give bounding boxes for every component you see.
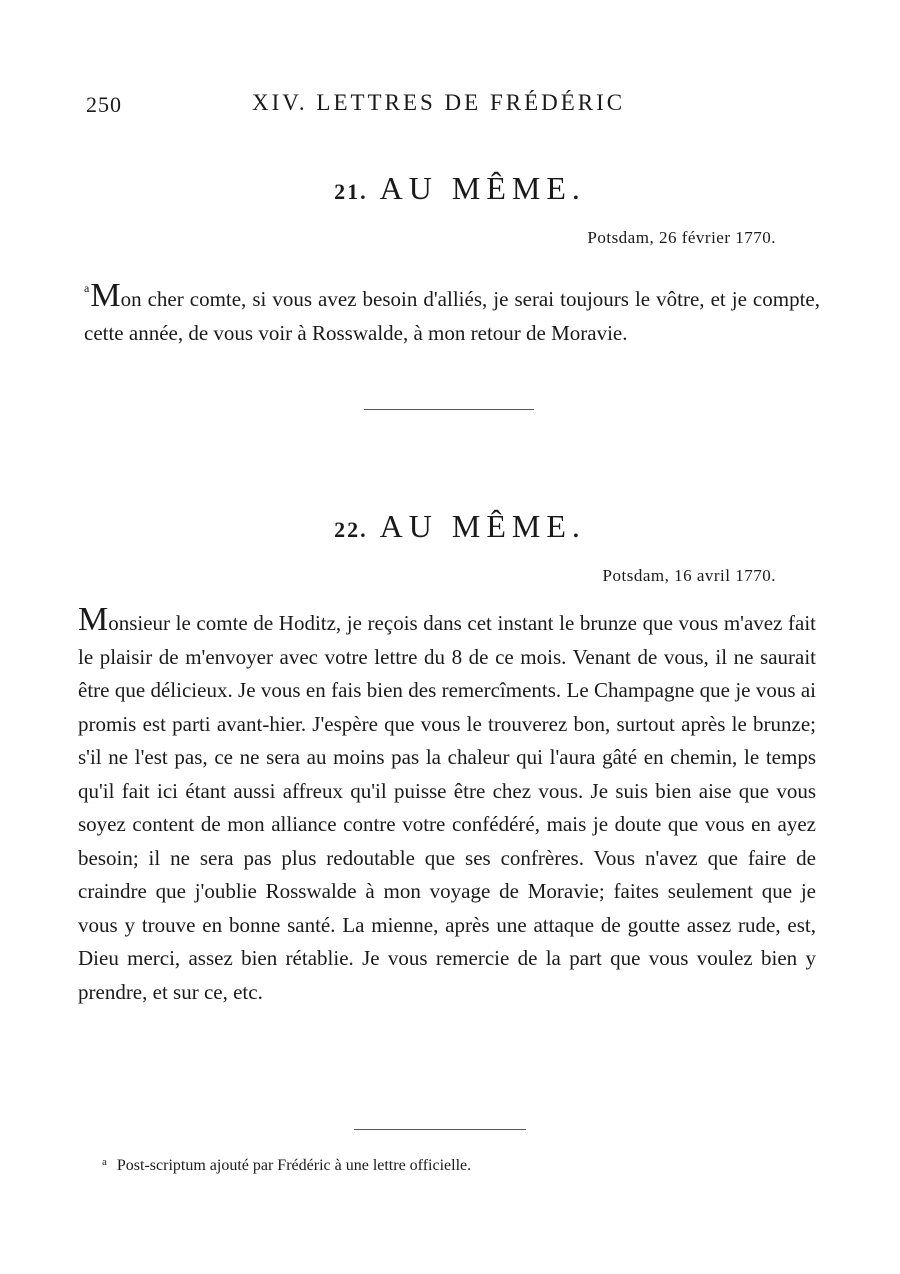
letter-text: on cher comte, si vous avez besoin d'alliés, je serai toujours le vôtre, et je compte, cette année, de vous voir à Rosswalde, à mon retour de Moravie.: [84, 287, 820, 345]
letter-heading-22: [10, 508, 900, 545]
letter-number: 21.: [334, 179, 368, 204]
letter-dateline: Potsdam, 16 avril 1770.: [602, 566, 776, 585]
letter-title: AU MÊME.: [379, 170, 586, 206]
letter-body-21: [84, 272, 820, 350]
footnote-marker: a: [102, 1156, 107, 1168]
footnote-reference: a: [84, 281, 90, 295]
letter-number: 22.: [334, 517, 368, 542]
initial-letter: M: [90, 277, 121, 314]
running-title: XIV. LETTRES DE FRÉDÉRIC: [252, 90, 626, 115]
letter-dateline: Potsdam, 26 février 1770.: [587, 228, 776, 247]
letter-body-22: [78, 601, 816, 1009]
letter-title: AU MÊME.: [379, 508, 586, 544]
letter-heading-21: [10, 170, 900, 207]
letter-text: onsieur le comte de Hoditz, je reçois dans cet instant le brunze que vous m'avez fait le plaisir de m'envoyer avec votre lettre du 8 de ce mois. Venant de vous, il ne saurait être que délicieux. Je vous en fais bien des remercîments. Le Champagne que je vous ai promis est parti avant-hier. J'espère que vous le trouverez bon, surtout après le brunze; s'il ne l'est pas, ce ne sera au moins pas la chaleur qui l'aura gâté en chemin, le temps qu'il fait ici étant aussi affreux qu'il puisse être chez vous. Je suis bien aise que vous soyez content de mon alliance contre votre confédéré, mais je doute que vous en ayez besoin; il ne sera pas plus redoutable que ses confrères. Vous n'avez que faire de craindre que j'oublie Rosswalde à mon voyage de Moravie; faites seulement que je vous y trouve en bonne santé. La mienne, après une attaque de goutte assez rude, est, Dieu merci, assez bien rétablie. Je vous remercie de la part que vous voulez bien y prendre, et sur ce, etc.: [78, 611, 816, 1004]
page-number: 250: [86, 92, 122, 117]
initial-letter: M: [78, 601, 109, 638]
section-divider: [364, 409, 534, 410]
running-head: [86, 88, 810, 124]
footnote-text: Post-scriptum ajouté par Frédéric à une lettre officielle.: [116, 1157, 472, 1174]
footnote: [102, 1156, 471, 1175]
footnote-divider: [354, 1129, 526, 1130]
